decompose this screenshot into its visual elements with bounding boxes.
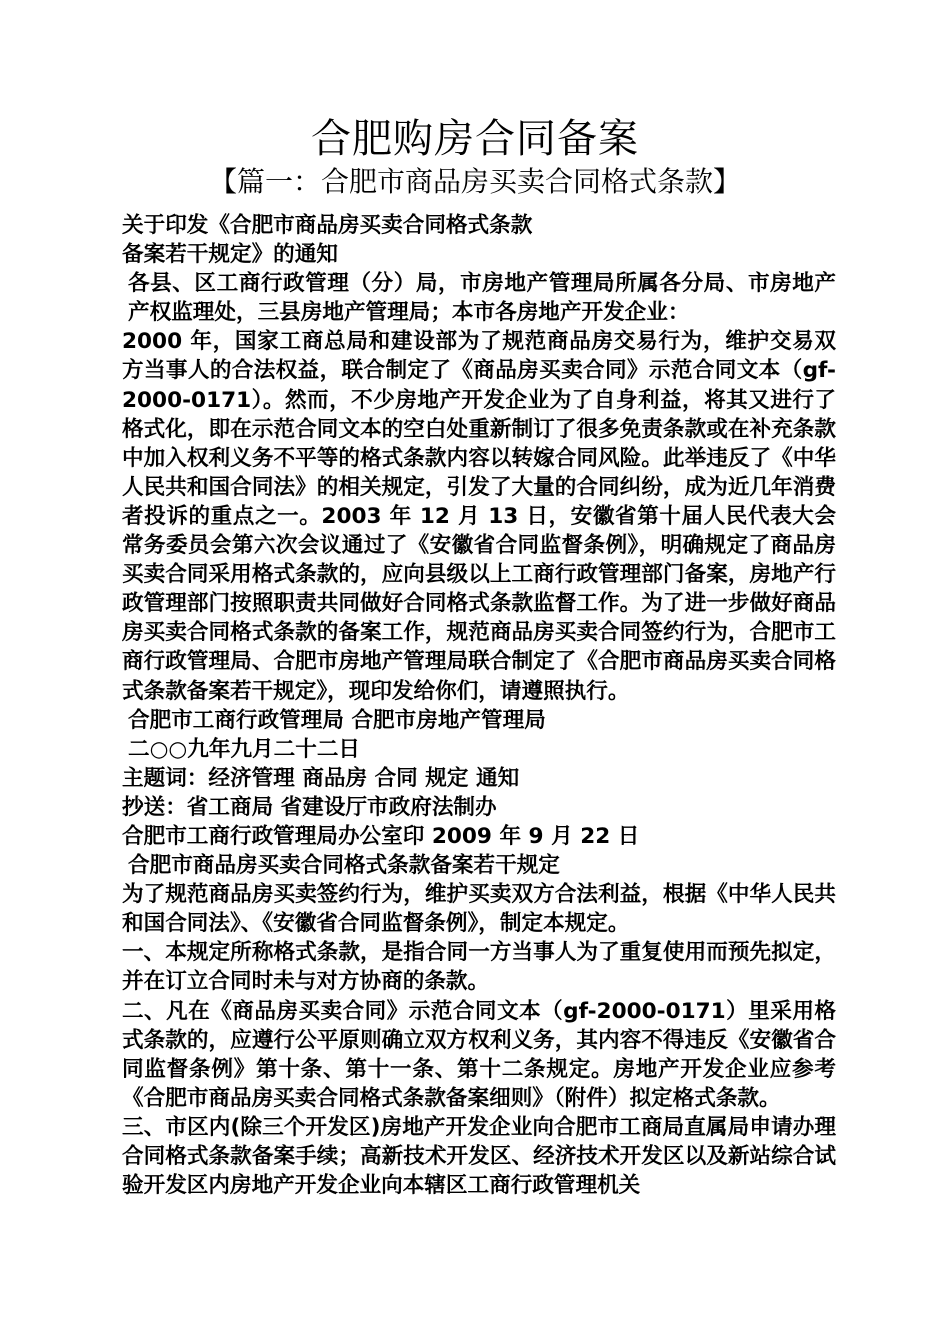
paragraph-keywords: 主题词：经济管理 商品房 合同 规定 通知 (122, 765, 520, 791)
paragraph-article-3: 三、市区内(除三个开发区)房地产开发企业向合肥市工商局直属局申请办理合同格式条款备案手续；高新技术开发区、经济技术开发区以及新站综合试验开发区内房地产开发企业向本辖区工商行政管理机关 (122, 1114, 836, 1199)
paragraph-body-main: 2000 年，国家工商总局和建设部为了规范商品房交易行为，维护交易双方当事人的合法权益，联合制定了《商品房买卖合同》示范合同文本（gf-2000-0171）。然而，不少房地产开发企业为了自身利益，将其又进行了格式化，即在示范合同文本的空白处重新制订了很多免责条款或在补充条款中加入权利义务不平等的格式条款内容以转嫁合同风险。此举违反了《中华人民共和国合同法》的相关规定，引发了大量的合同纠纷，成为近几年消费者投诉的重点之一。2003 年 12 月 13 日，安徽省第十届人民代表大会常务委员会第六次会议通过了《安徽省合同监督条例》，明确规定了商品房买卖合同采用格式条款的，应向县级以上工商行政管理部门备案，房地产行政管理部门按照职责共同做好合同格式条款监督工作。为了进一步做好商品房买卖合同格式条款的备案工作，规范商品房买卖合同签约行为，合肥市工商行政管理局、合肥市房地产管理局联合制定了《合肥市商品房买卖合同格式条款备案若干规定》，现印发给你们，请遵照执行。 (122, 329, 836, 704)
document-subtitle: 【篇一：合肥市商品房买卖合同格式条款】 (208, 165, 741, 198)
paragraph-notice-title-1: 关于印发《合肥市商品房买卖合同格式条款 (122, 213, 533, 238)
document-body (116, 211, 836, 1200)
paragraph-issue-date: 二○○九年九月二十二日 (128, 736, 361, 762)
paragraph-printed-by: 合肥市工商行政管理局办公室印 2009 年 9 月 22 日 (122, 823, 640, 849)
document-title: 合肥购房合同备案 (311, 116, 639, 162)
paragraph-cc: 抄送：省工商局 省建设厅市政府法制办 (122, 794, 497, 820)
paragraph-article-2: 二、凡在《商品房买卖合同》示范合同文本（gf-2000-0171）里采用格式条款的，应遵行公平原则确立双方权利义务，其内容不得违反《安徽省合同监督条例》第十条、第十一条、第十二条规定。房地产开发企业应参考《合肥市商品房买卖合同格式条款备案细则》（附件）拟定格式条款。 (122, 998, 836, 1111)
paragraph-rules-preamble: 为了规范商品房买卖签约行为，维护买卖双方合法利益，根据《中华人民共和国合同法》、《安徽省合同监督条例》，制定本规定。 (122, 882, 836, 937)
paragraph-article-1: 一、本规定所称格式条款，是指合同一方当事人为了重复使用而预先拟定，并在订立合同时未与对方协商的条款。 (122, 940, 836, 995)
paragraph-issuers: 合肥市工商行政管理局 合肥市房地产管理局 (128, 707, 546, 733)
paragraph-recipients: 各县、区工商行政管理（分）局，市房地产管理局所属各分局、市房地产产权监理处，三县房地产管理局；本市各房地产开发企业： (128, 271, 836, 326)
paragraph-rules-title: 合肥市商品房买卖合同格式条款备案若干规定 (128, 853, 560, 879)
paragraph-notice-title-2: 备案若干规定》的通知 (122, 242, 338, 268)
